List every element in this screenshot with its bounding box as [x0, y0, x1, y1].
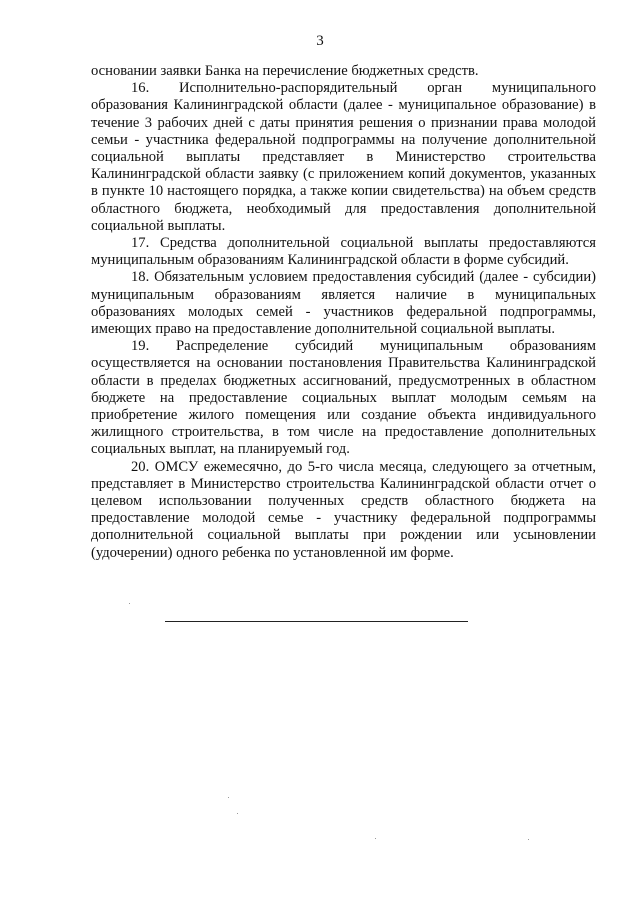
paragraph-item-16: 16. Исполнительно-распорядительный орган муниципального образования Калининградской области (далее - муниципальное образование) в течение 3 рабочих дней с даты принятия решения о признании права молодой семьи - участника федеральной подпрограммы на получение дополнительной социальной выплаты представляет в Министерство строительства Калининградской области заявку (с приложением копий документов, указанных в пункте 10 настоящего порядка, а также копии свидетельства) на объем средств областного бюджета, необходимый для предоставления дополнительной социальной выплаты. [91, 80, 596, 234]
paragraph-item-19: 19. Распределение субсидий муниципальным образованиям осуществляется на основании постановления Правительства Калининградской области в пределах бюджетных ассигнований, предусмотренных в областном бюджете на предоставление социальных выплат молодым семьям на приобретение жилого помещения или создание объекта индивидуального жилищного строительства, в том числе на предоставление дополнительных социальных выплат, на планируемый год. [91, 338, 596, 458]
page-number: 3 [316, 33, 324, 49]
scan-speck [228, 797, 229, 798]
scan-speck [528, 839, 529, 840]
document-body [91, 63, 596, 562]
paragraph-item-18: 18. Обязательным условием предоставления субсидий (далее - субсидии) муниципальным образованиям является наличие в муниципальных образованиях молодых семей - участников федеральной подпрограммы, имеющих право на предоставление дополнительной социальной выплаты. [91, 269, 596, 338]
paragraph-continuation: основании заявки Банка на перечисление бюджетных средств. [91, 63, 479, 79]
paragraph-item-20: 20. ОМСУ ежемесячно, до 5-го числа месяца, следующего за отчетным, представляет в Министерство строительства Калининградской области отчет о целевом использовании полученных средств областного бюджета на предоставление молодой семье - участнику федеральной подпрограммы дополнительной социальной выплаты при рождении или усыновлении (удочерении) одного ребенка по установленной им форме. [91, 458, 596, 561]
scan-speck [375, 838, 376, 839]
scan-speck [129, 603, 130, 604]
closing-divider-line [165, 621, 468, 622]
paragraph-item-17: 17. Средства дополнительной социальной выплаты предоставляются муниципальным образованиям Калининградской области в форме субсидий. [91, 235, 596, 269]
scan-speck [237, 813, 238, 814]
